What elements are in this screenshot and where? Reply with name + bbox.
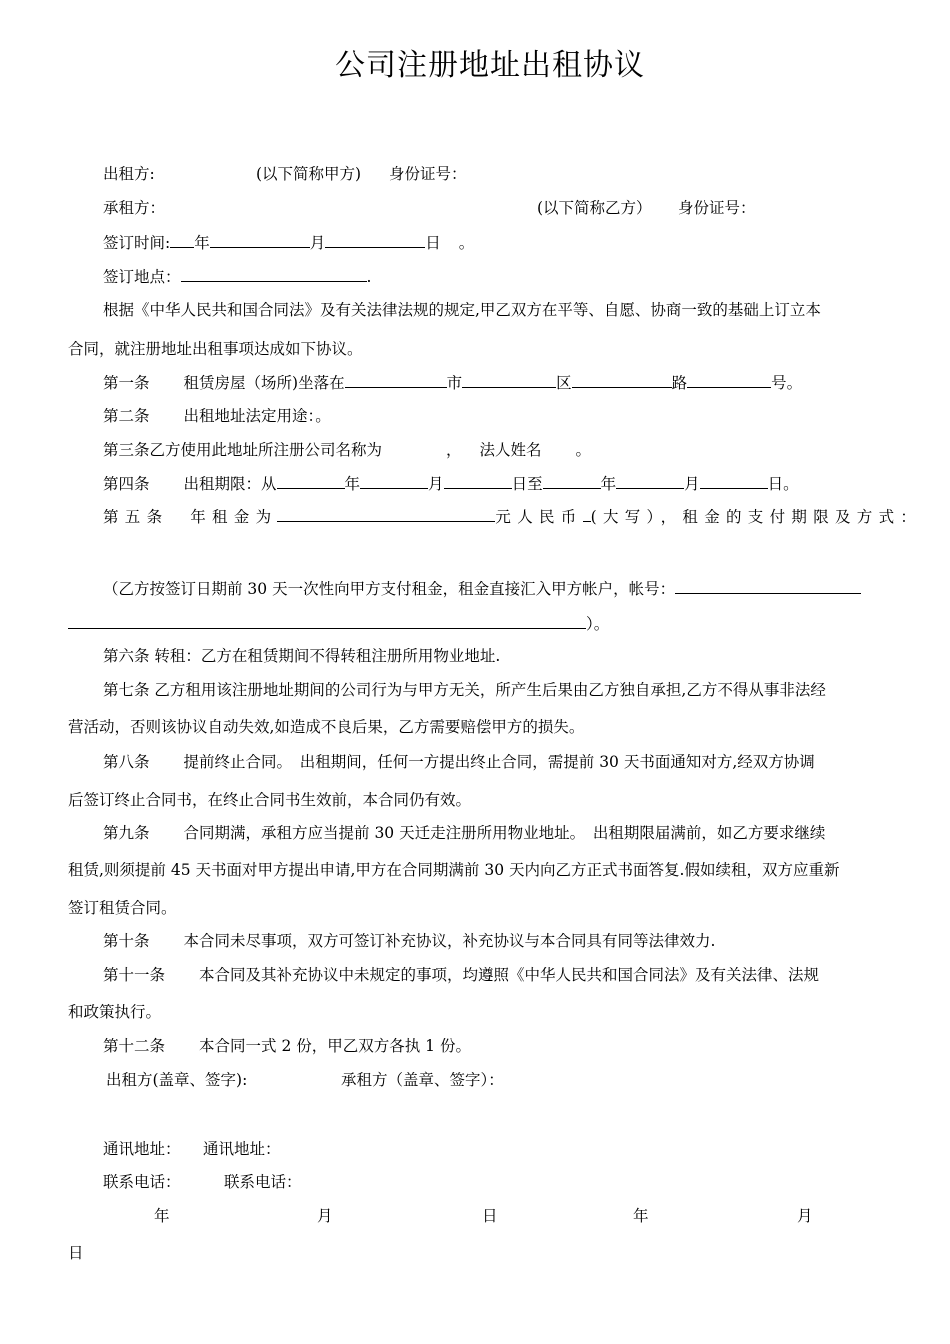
account-blank[interactable]	[68, 613, 586, 629]
date-year-1: 年	[154, 1207, 170, 1225]
closing-paren: ）。	[586, 615, 610, 633]
period: 。	[575, 441, 592, 459]
article-text: 合同期满，承租方应当提前 30 天迁走注册所用物业地址。 出租期限届满前，如乙方要求继续	[183, 824, 826, 842]
article-number: 第八条	[103, 753, 150, 771]
lessee-label: 承租方：	[103, 199, 166, 217]
document-title: 公司注册地址出租协议	[335, 48, 645, 83]
article-7-line-1: 第七条 乙方租用该注册地址期间的公司行为与甲方无关，所产生后果由乙方独自承担,乙方不得从事非法经	[103, 681, 826, 699]
article-number: 第十条	[103, 932, 150, 950]
payment-line-2	[68, 613, 609, 634]
blank-field[interactable]	[444, 473, 512, 489]
month-label: 月	[684, 475, 700, 493]
article-6: 第六条 转租：乙方在租赁期间不得转租注册所用物业地址.	[103, 647, 501, 665]
lessee-signature-label: 承租方（盖章、签字）：	[341, 1071, 504, 1089]
district-label: 区	[556, 374, 572, 392]
year-label: 年	[344, 475, 361, 493]
lessor-line	[103, 164, 155, 184]
road-label: 路	[671, 374, 688, 392]
article-4	[103, 473, 799, 494]
day-label: 日。	[767, 475, 799, 493]
preamble-line-1: 根据《中华人民共和国合同法》及有关法律法规的规定,甲乙双方在平等、自愿、协商一致的基础上订立本	[103, 301, 821, 319]
blank-field[interactable]	[170, 232, 194, 248]
sign-time-label: 签订时间:	[103, 234, 171, 252]
article-number: 第十一条	[103, 966, 166, 984]
date-day-2: 日	[68, 1244, 84, 1262]
blank-field[interactable]	[572, 372, 672, 388]
month-label: 月	[309, 234, 326, 252]
date-month-2: 月	[797, 1207, 813, 1225]
lessor-label: 出租方:	[103, 165, 155, 183]
lessee-address-label: 通讯地址：	[203, 1140, 281, 1158]
year-label: 年	[194, 234, 210, 252]
blank-field[interactable]	[345, 372, 447, 388]
lessor-signature-label: 出租方(盖章、签字):	[106, 1071, 248, 1089]
article-10	[103, 931, 715, 951]
sign-place-label: 签订地点：	[103, 268, 181, 286]
blank-field[interactable]	[277, 506, 495, 522]
article-number: 第九条	[103, 824, 150, 842]
article-text: 出租地址法定用途：。	[183, 407, 331, 425]
blank-field[interactable]	[700, 473, 768, 489]
article-text: 第五条 年租金为	[103, 508, 278, 526]
blank-field[interactable]	[181, 266, 367, 282]
legal-rep-label: 法人姓名	[479, 441, 542, 459]
article-number: 第二条	[103, 407, 150, 425]
sign-place-line	[103, 266, 371, 287]
article-5	[103, 506, 922, 527]
article-11-line-1	[103, 965, 819, 985]
article-number: 第十二条	[103, 1037, 166, 1055]
preamble-line-2: 合同，就注册地址出租事项达成如下协议。	[68, 340, 363, 358]
article-8-line-2: 后签订终止合同书，在终止合同书生效前，本合同仍有效。	[68, 791, 472, 809]
article-3	[103, 440, 591, 460]
date-month-1: 月	[317, 1207, 333, 1225]
article-8-line-1	[103, 752, 815, 772]
article-text: 本合同及其补充协议中未规定的事项，均遵照《中华人民共和国合同法》及有关法律、法规	[199, 966, 820, 984]
period: .	[366, 268, 372, 286]
number-label: 号。	[771, 374, 803, 392]
period: 。	[458, 234, 475, 252]
capital-label: (大写），租金的支付期限及方式：	[590, 508, 923, 526]
lessor-phone-label: 联系电话：	[103, 1173, 181, 1191]
article-9-line-1	[103, 823, 825, 843]
article-number: 第一条	[103, 374, 150, 392]
day-to-label: 日至	[511, 475, 543, 493]
day-label: 日	[425, 234, 441, 252]
blank-field[interactable]	[543, 473, 601, 489]
lessor-address-label: 通讯地址：	[103, 1140, 181, 1158]
article-text: 提前终止合同。 出租期间，任何一方提出终止合同，需提前 30 天书面通知对方,经双方协调	[183, 753, 815, 771]
currency-label: 元人民币	[495, 508, 583, 526]
blank-field[interactable]	[583, 506, 591, 522]
article-number: 第四条	[103, 475, 150, 493]
article-9-line-3: 签订租赁合同。	[68, 899, 177, 917]
sign-time-line	[103, 232, 474, 253]
account-blank[interactable]	[675, 578, 861, 594]
month-label: 月	[428, 475, 444, 493]
lessor-alias: (以下简称甲方)	[256, 165, 362, 183]
blank-field[interactable]	[462, 372, 556, 388]
lessee-id-label: 身份证号：	[678, 199, 756, 217]
article-9-line-2: 租赁,则须提前 45 天书面对甲方提出申请,甲方在合同期满前 30 天内向乙方正式书面答复.假如续租，双方应重新	[68, 861, 840, 879]
article-text: 本合同未尽事项，双方可签订补充协议，补充协议与本合同具有同等法律效力.	[183, 932, 716, 950]
blank-field[interactable]	[616, 473, 684, 489]
blank-field[interactable]	[210, 232, 310, 248]
article-2	[103, 406, 331, 426]
blank-field[interactable]	[325, 232, 425, 248]
date-day-1: 日	[482, 1207, 498, 1225]
lessee-alias: (以下简称乙方）	[537, 199, 652, 217]
article-text: 租赁房屋（场所)坐落在	[183, 374, 345, 392]
article-text: 本合同一式 2 份，甲乙双方各执 1 份。	[199, 1037, 471, 1055]
payment-text: （乙方按签订日期前 30 天一次性向甲方支付租金，租金直接汇入甲方帐户，帐号：	[103, 580, 676, 598]
blank-field[interactable]	[360, 473, 428, 489]
article-text: 第三条乙方使用此地址所注册公司名称为	[103, 441, 383, 459]
year-label: 年	[600, 475, 617, 493]
comma: ，	[446, 441, 462, 459]
article-11-line-2: 和政策执行。	[68, 1003, 162, 1021]
article-7-line-2: 营活动，否则该协议自动失效,如造成不良后果，乙方需要赔偿甲方的损失。	[68, 718, 585, 736]
date-year-2: 年	[633, 1207, 649, 1225]
lessor-id-label: 身份证号：	[389, 165, 467, 183]
payment-line-1	[103, 578, 861, 599]
article-12	[103, 1036, 471, 1056]
lessee-phone-label: 联系电话：	[224, 1173, 302, 1191]
article-1	[103, 372, 802, 393]
city-label: 市	[446, 374, 463, 392]
blank-field[interactable]	[687, 372, 771, 388]
article-text: 出租期限：从	[183, 475, 277, 493]
blank-field[interactable]	[277, 473, 345, 489]
